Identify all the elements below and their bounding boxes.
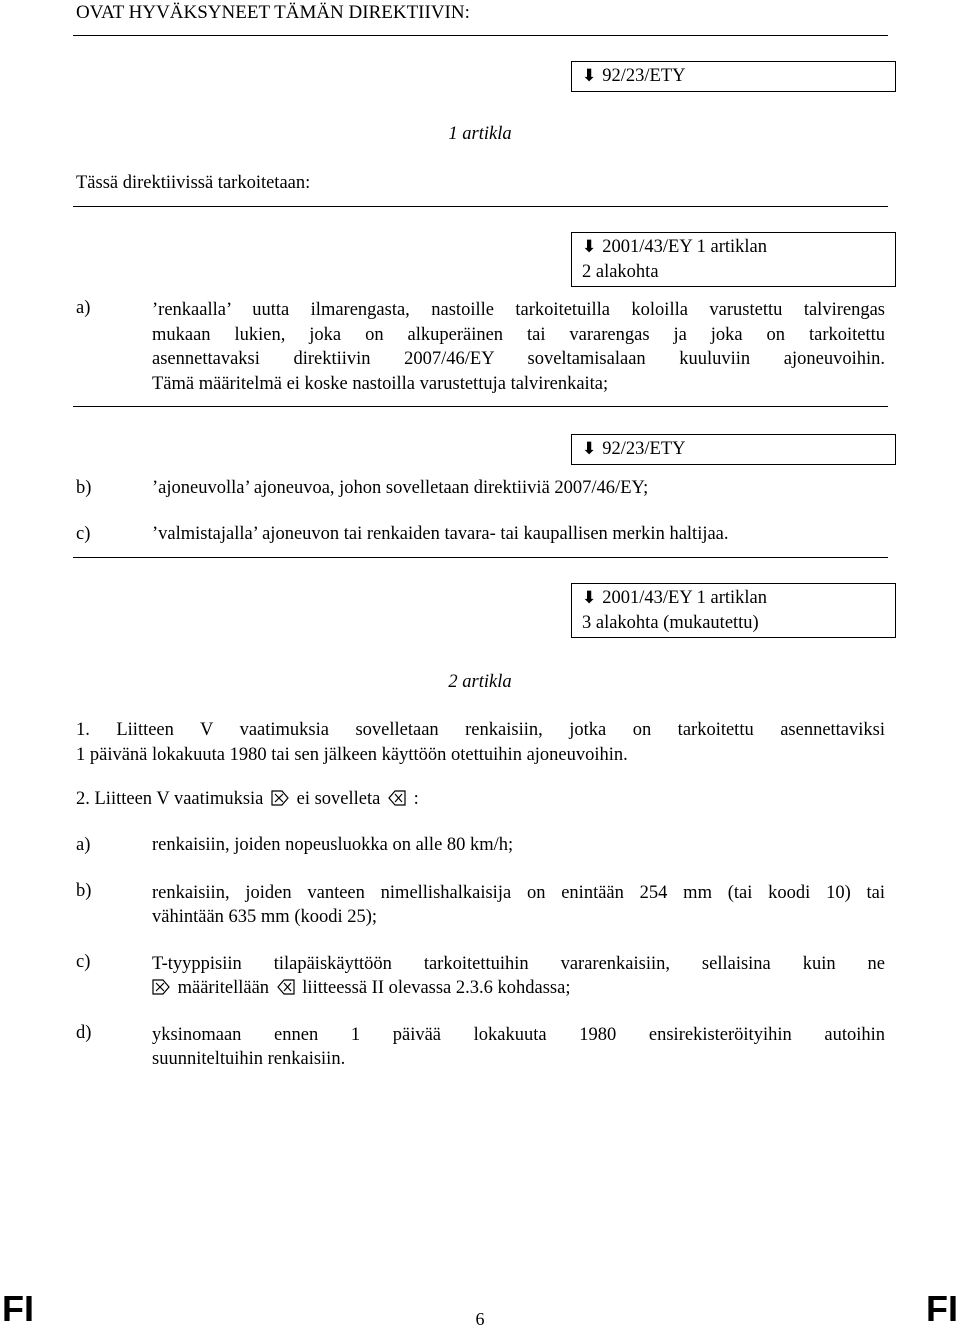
reference-label: 2 alakohta	[582, 262, 659, 282]
reference-label: 92/23/ETY	[602, 66, 686, 86]
item-label: b)	[76, 478, 92, 498]
language-code-left: FI	[2, 1288, 34, 1329]
item-text: T-tyyppisiin tilapäiskäyttöön tarkoitettuihin vararenkaisiin, sellaisina kuin ne	[152, 954, 885, 974]
divider	[73, 406, 888, 407]
item-text: asennettavaksi direktiivin 2007/46/EY soveltamisalaan kuuluviin ajoneuvoihin.	[152, 349, 885, 369]
item-label: c)	[76, 524, 91, 544]
reference-label: 2001/43/EY 1 artiklan	[602, 588, 768, 608]
list-item	[152, 881, 885, 929]
list-item: ’valmistajalla’ ajoneuvon tai renkaiden tavara- tai kaupallisen merkin haltijaa.	[152, 524, 729, 544]
arrow-down-icon: ⬇	[582, 237, 597, 257]
paragraph	[76, 718, 885, 767]
arrow-down-icon: ⬇	[582, 588, 597, 608]
reference-label: 3 alakohta (mukautettu)	[582, 613, 759, 633]
paragraph-text: 1 päivänä lokakuuta 1980 tai sen jälkeen käyttöön otettuihin ajoneuvoihin.	[76, 744, 628, 765]
reference-label: 2001/43/EY 1 artiklan	[602, 237, 768, 257]
paragraph-text: 2. Liitteen V vaatimuksia	[76, 789, 264, 809]
item-text: renkaisiin, joiden vanteen nimellishalkaisija on enintään 254 mm (tai koodi 10) tai	[152, 883, 885, 903]
divider	[73, 35, 888, 36]
item-text: määritellään	[177, 978, 270, 998]
paragraph-text: 1. Liitteen V vaatimuksia sovelletaan renkaisiin, jotka on tarkoitettu asennettaviksi	[76, 720, 885, 740]
paragraph	[76, 789, 419, 810]
arrow-down-icon: ⬇	[582, 66, 597, 86]
source-reference-box	[571, 583, 896, 638]
item-text: mukaan lukien, joka on alkuperäinen tai vararengas ja joka on tarkoitettu	[152, 324, 885, 345]
insertion-start-icon	[271, 790, 289, 806]
item-label: d)	[76, 1023, 92, 1043]
list-item	[152, 952, 885, 1000]
article-heading: 2 artikla	[448, 672, 512, 692]
item-text: suunniteltuihin renkaisiin.	[152, 1049, 346, 1069]
list-item: ’ajoneuvolla’ ajoneuvoa, johon sovelletaan direktiiviä 2007/46/EY;	[152, 478, 649, 498]
item-label: b)	[76, 881, 92, 901]
item-text: liitteessä II olevassa 2.3.6 kohdassa;	[302, 978, 571, 998]
item-label: a)	[76, 835, 91, 855]
list-item	[152, 298, 885, 396]
item-text: vähintään 635 mm (koodi 25);	[152, 907, 378, 927]
reference-label: 92/23/ETY	[602, 439, 686, 459]
source-reference-box	[571, 61, 896, 92]
item-text: yksinomaan ennen 1 päivää lokakuuta 1980 ensirekisteröityihin autoihin	[152, 1025, 885, 1045]
item-text: Tämä määritelmä ei koske nastoilla varustettuja talvirenkaita;	[152, 373, 609, 394]
item-label: c)	[76, 952, 91, 972]
divider	[73, 206, 888, 207]
language-code-right: FI	[926, 1288, 958, 1329]
insertion-start-icon	[152, 979, 170, 995]
item-text: ’renkaalla’ uutta ilmarengasta, nastoille tarkoitetuilla koloilla varustettu talvirengas	[152, 300, 885, 320]
source-reference-box	[571, 232, 896, 287]
paragraph-text: ei sovelleta	[296, 789, 381, 809]
page-title: OVAT HYVÄKSYNEET TÄMÄN DIREKTIIVIN:	[76, 2, 470, 23]
insertion-end-icon	[388, 790, 406, 806]
item-label: a)	[76, 298, 91, 318]
arrow-down-icon: ⬇	[582, 439, 597, 459]
source-reference-box	[571, 434, 896, 465]
divider	[73, 557, 888, 558]
article-heading: 1 artikla	[448, 124, 512, 144]
article-intro: Tässä direktiivissä tarkoitetaan:	[76, 173, 311, 193]
paragraph-text: :	[413, 789, 419, 809]
list-item	[152, 1023, 885, 1071]
list-item: renkaisiin, joiden nopeusluokka on alle 80 km/h;	[152, 835, 514, 855]
insertion-end-icon	[277, 979, 295, 995]
page-number: 6	[475, 1309, 485, 1329]
